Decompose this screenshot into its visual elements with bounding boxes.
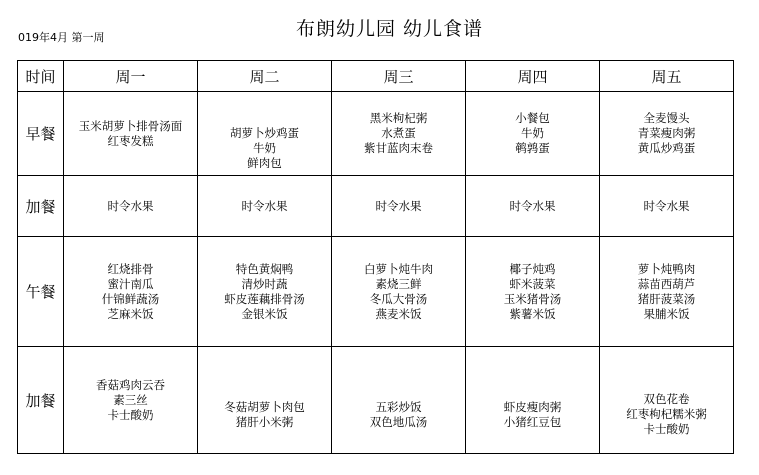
week-date-label: 019年4月 第一周	[18, 31, 105, 44]
menu-cell	[198, 176, 332, 237]
dish-item: 双色花卷	[643, 392, 690, 406]
dish-item: 时令水果	[643, 198, 690, 213]
dish-item: 紫甘蓝肉末卷	[364, 141, 433, 155]
dish-item: 冬瓜大骨汤	[369, 291, 428, 306]
menu-cell	[64, 92, 198, 176]
dish-item: 双色地瓜汤	[369, 414, 428, 429]
dish-item: 青菜瘦肉粥	[637, 126, 696, 140]
dish-item: 紫薯米饭	[509, 306, 556, 321]
dish-item: 五彩炒饭	[375, 399, 422, 414]
menu-cell	[64, 237, 198, 347]
dish-item: 红枣枸杞糯米粥	[626, 407, 707, 421]
table-row-snack-afternoon	[18, 347, 734, 454]
dish-item: 鹌鹑蛋	[515, 141, 550, 155]
dish-item: 虾米菠菜	[509, 276, 556, 291]
menu-cell	[466, 176, 600, 237]
dish-item: 猪肝小米粥	[235, 414, 294, 429]
header-row	[18, 61, 734, 92]
dish-item: 鲜肉包	[247, 156, 282, 170]
menu-cell	[466, 92, 600, 176]
corner-header: 时间	[18, 61, 64, 92]
menu-cell	[332, 176, 466, 237]
menu-cell	[466, 237, 600, 347]
dish-item: 清炒时蔬	[241, 276, 288, 291]
menu-cell	[198, 237, 332, 347]
dish-item: 虾皮莲藕排骨汤	[224, 291, 305, 306]
dish-item: 蜜汁南瓜	[107, 276, 154, 291]
dish-item: 牛奶	[253, 141, 276, 155]
dish-item: 黄瓜炒鸡蛋	[637, 141, 696, 155]
table-row-lunch	[18, 237, 734, 347]
table-row-snack-morning	[18, 176, 734, 237]
dish-item: 时令水果	[107, 198, 154, 213]
menu-cell	[600, 237, 734, 347]
day-header-tue: 周二	[198, 61, 332, 92]
dish-item: 小餐包	[515, 111, 550, 125]
dish-item: 虾皮瘦肉粥	[503, 399, 562, 414]
day-header-wed: 周三	[332, 61, 466, 92]
meal-label-snack: 加餐	[18, 347, 64, 454]
day-header-thu: 周四	[466, 61, 600, 92]
menu-cell	[198, 92, 332, 176]
menu-cell	[332, 92, 466, 176]
page-title: 布朗幼儿园 幼儿食谱	[295, 18, 484, 40]
menu-cell	[600, 92, 734, 176]
dish-item: 果脯米饭	[643, 306, 690, 321]
day-header-mon: 周一	[64, 61, 198, 92]
dish-item: 蒜苗西葫芦	[637, 276, 696, 291]
dish-item: 玉米胡萝卜排骨汤面	[78, 118, 183, 133]
menu-cell	[64, 347, 198, 454]
dish-item: 冬菇胡萝卜肉包	[224, 399, 305, 414]
dish-item: 椰子炖鸡	[509, 261, 556, 276]
menu-table	[17, 60, 734, 454]
dish-item: 金银米饭	[241, 306, 288, 321]
dish-item: 猪肝菠菜汤	[637, 291, 696, 306]
dish-item: 小猪红豆包	[503, 414, 562, 429]
dish-item: 芝麻米饭	[107, 306, 154, 321]
dish-item: 香菇鸡肉云吞	[96, 377, 165, 392]
menu-cell	[198, 347, 332, 454]
dish-item: 时令水果	[241, 198, 288, 213]
dish-item: 什锦鲜蔬汤	[101, 291, 160, 306]
dish-item: 时令水果	[509, 198, 556, 213]
day-header-fri: 周五	[600, 61, 734, 92]
dish-item: 红烧排骨	[107, 261, 154, 276]
meal-label-snack: 加餐	[18, 176, 64, 237]
menu-cell	[466, 347, 600, 454]
menu-cell	[332, 347, 466, 454]
menu-cell	[600, 347, 734, 454]
dish-item: 卡士酸奶	[643, 422, 690, 436]
dish-item: 水煮蛋	[381, 126, 416, 140]
dish-item: 全麦馒头	[643, 111, 690, 125]
dish-item: 素烧三鲜	[375, 276, 422, 291]
menu-cell	[64, 176, 198, 237]
table-row-breakfast	[18, 92, 734, 176]
dish-item: 胡萝卜炒鸡蛋	[230, 126, 299, 140]
menu-cell	[600, 176, 734, 237]
meal-label-lunch: 午餐	[18, 237, 64, 347]
dish-item: 黑米枸杞粥	[369, 111, 428, 125]
meal-label-breakfast: 早餐	[18, 92, 64, 176]
menu-cell	[332, 237, 466, 347]
dish-item: 玉米猪骨汤	[503, 291, 562, 306]
dish-item: 白萝卜炖牛肉	[364, 261, 433, 276]
dish-item: 萝卜炖鸭肉	[637, 261, 696, 276]
dish-item: 时令水果	[375, 198, 422, 213]
dish-item: 燕麦米饭	[375, 306, 422, 321]
dish-item: 红枣发糕	[107, 133, 154, 148]
dish-item: 素三丝	[113, 392, 148, 407]
dish-item: 特色黄焖鸭	[235, 261, 294, 276]
dish-item: 牛奶	[521, 126, 544, 140]
dish-item: 卡士酸奶	[107, 407, 154, 422]
